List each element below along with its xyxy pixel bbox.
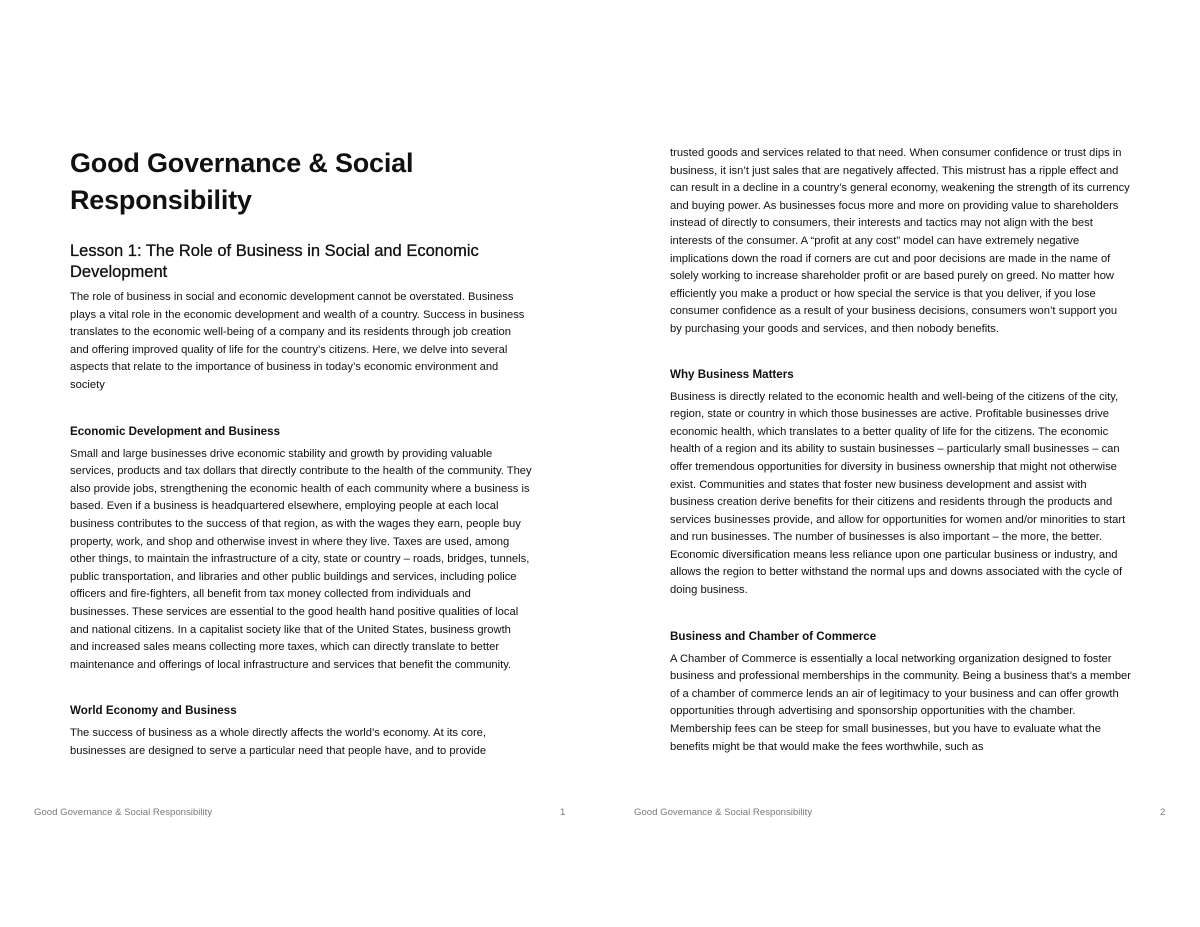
section-body-economic-development: Small and large businesses drive economic stability and growth by providing valuable services, products and tax dollars that directly contribute to the health of the community. They also provide jobs, strengthening the economic health of each community where a business is based. Even if a business is headquartered elsewhere, employing people at each local business contributes to the success of that region, as with the wages they earn, people buy property, work, and shop and otherwise invest in where they live. Taxes are used, among other things, to maintain the infrastructure of a city, state or country – roads, bridges, tunnels, public transportation, and libraries and other public buildings and services, including police officers and fire-fighters, all benefit from tax money collected from individuals and businesses. These services are essential to the good health hand positive qualities of local and national citizens. In a capitalist society like that of the United States, business growth and increased sales means collecting more taxes, which can directly translate to better maintenance and offerings of local infrastructure and services that benefit the community. [70,447,532,671]
page-2-footer-page-number: 2 [1160,807,1166,818]
page-2 [600,0,1200,927]
section-body-why-business-matters: Business is directly related to the economic health and well-being of the citizens of the city, region, state or country in which those businesses are active. Profitable businesses drive economic health, which translates to a better quality of life for the citizens. The economic health of a region and its ability to sustain businesses – particularly small businesses – can offer tremendous opportunities for diversity in business ownership that might not otherwise exist. Communities and states that foster new business development and assist with business creation derive benefits for their citizens and residents through the products and services businesses provide, and allow for opportunities for women and/or minorities to start and run businesses. The number of businesses is also important – the more, the better. Economic diversification means less reliance upon one particular business or industry, and allows the region to better withstand the normal ups and downs associated with the cycle of doing business. [670,390,1126,597]
intro-paragraph: The role of business in social and economic development cannot be overstated. Business plays a vital role in the economic development and wealth of a country. Success in business translates to the economic well-being of a company and its residents through job creation and offering improved quality of life for the country’s citizens. Here, we delve into several aspects that relate to the importance of business in today’s economic environment and society [70,291,525,391]
page-1-content [70,145,532,760]
section-body-world-economy: The success of business as a whole directly affects the world’s economy. At its core, businesses are designed to serve a particular need that people have, and to provide [70,727,487,757]
page-1-footer-title: Good Governance & Social Responsibility [34,807,213,818]
document-title: Good Governance & Social Responsibility [70,148,414,215]
continuation-paragraph: trusted goods and services related to that need. When consumer confidence or trust dips in business, it isn’t just sales that are negatively affected. This mistrust has a ripple effect and can result in a decline in a country’s general economy, weakening the strength of its currency and buying power. As businesses focus more and more on providing value to shareholders instead of directly to consumers, their interests and tactics may not align with the best interests of the consumer. A “profit at any cost” model can have extremely negative implications down the road if corners are cut and poor decisions are made in the name of solely working to increase shareholder profit or are based purely on greed. No matter how efficiently you make a product or how special the service is that you deliver, if you lose consumer confidence as a result of your business decisions, consumers won’t support you by purchasing your goods and services, and then nobody benefits. [670,147,1130,335]
section-heading-world-economy: World Economy and Business [70,704,237,718]
section-heading-economic-development: Economic Development and Business [70,424,281,438]
page-2-footer-title: Good Governance & Social Responsibility [634,807,813,818]
section-heading-why-business-matters: Why Business Matters [670,367,794,381]
page-2-content [670,145,1132,756]
section-body-chamber-of-commerce: A Chamber of Commerce is essentially a local networking organization designed to foster business and professional memberships in the community. Being a business that’s a member of a chamber of commerce lends an air of legitimacy to your business and can offer growth opportunities through advertising and sponsorship opportunities with the chamber. Membership fees can be steep for small businesses, but you have to evaluate what the benefits might be that would make the fees worthwhile, such as [670,652,1131,753]
page-1-footer-page-number: 1 [560,807,566,818]
section-heading-chamber-of-commerce: Business and Chamber of Commerce [670,629,877,643]
lesson-title: Lesson 1: The Role of Business in Social and Economic Development [70,242,479,281]
